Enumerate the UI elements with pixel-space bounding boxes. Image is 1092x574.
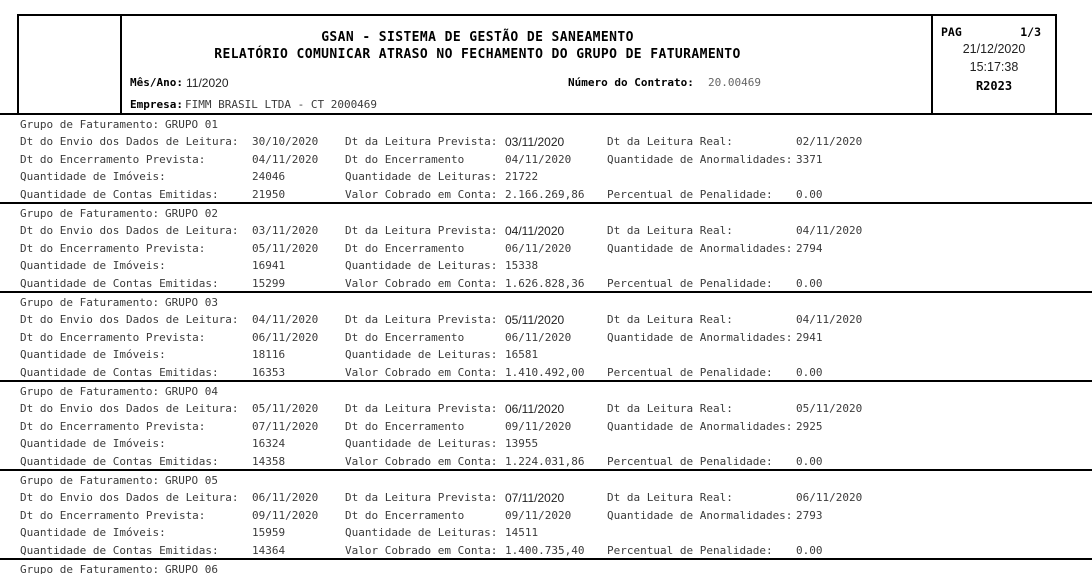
real-reading-date-value: 04/11/2020 — [796, 224, 863, 237]
send-date-label: Dt do Envio dos Dados de Leitura: — [20, 491, 239, 504]
abnormalities-value: 2793 — [796, 509, 823, 522]
real-reading-date-label: Dt da Leitura Real: — [607, 491, 733, 504]
group-row-dates-1 — [0, 313, 1092, 326]
expected-closing-date-value: 05/11/2020 — [252, 242, 319, 255]
closing-date-label: Dt do Encerramento — [345, 331, 465, 344]
expected-reading-date-label: Dt da Leitura Prevista: — [345, 224, 498, 237]
billed-amount-value: 1.410.492,00 — [505, 366, 585, 379]
abnormalities-label: Quantidade de Anormalidades: — [607, 420, 793, 433]
send-date-value: 05/11/2020 — [252, 402, 319, 415]
page-number: 1/3 — [1020, 25, 1041, 39]
send-date-value: 04/11/2020 — [252, 313, 319, 326]
send-date-label: Dt do Envio dos Dados de Leitura: — [20, 402, 239, 415]
readings-value: 16581 — [505, 348, 539, 361]
closing-date-label: Dt do Encerramento — [345, 153, 465, 166]
group-name: GRUPO 05 — [165, 474, 218, 487]
real-reading-date-label: Dt da Leitura Real: — [607, 402, 733, 415]
real-reading-date-label: Dt da Leitura Real: — [607, 135, 733, 148]
group-name: GRUPO 06 — [165, 563, 218, 574]
group-header-line — [0, 207, 1092, 220]
billing-groups-list — [0, 115, 1092, 574]
group-name: GRUPO 03 — [165, 296, 218, 309]
expected-closing-date-label: Dt do Encerramento Prevista: — [20, 420, 206, 433]
properties-value: 16324 — [252, 437, 286, 450]
expected-closing-date-value: 07/11/2020 — [252, 420, 319, 433]
closing-date-value: 09/11/2020 — [505, 509, 572, 522]
group-label: Grupo de Faturamento: — [20, 474, 160, 487]
billing-group — [0, 471, 1092, 560]
group-row-billing — [0, 188, 1092, 201]
group-name: GRUPO 02 — [165, 207, 218, 220]
expected-reading-date-value: 07/11/2020 — [505, 491, 565, 505]
report-subtitle: RELATÓRIO COMUNICAR ATRASO NO FECHAMENTO DO GRUPO DE FATURAMENTO — [214, 47, 741, 62]
closing-date-label: Dt do Encerramento — [345, 242, 465, 255]
penalty-percent-label: Percentual de Penalidade: — [607, 277, 773, 290]
real-reading-date-label: Dt da Leitura Real: — [607, 224, 733, 237]
closing-date-value: 06/11/2020 — [505, 242, 572, 255]
penalty-percent-value: 0.00 — [796, 544, 823, 557]
group-row-billing — [0, 455, 1092, 468]
group-row-dates-2 — [0, 420, 1092, 433]
billed-amount-value: 1.626.828,36 — [505, 277, 585, 290]
abnormalities-label: Quantidade de Anormalidades: — [607, 242, 793, 255]
bills-issued-value: 14364 — [252, 544, 286, 557]
abnormalities-value: 3371 — [796, 153, 823, 166]
abnormalities-value: 2941 — [796, 331, 823, 344]
bills-issued-value: 21950 — [252, 188, 286, 201]
group-row-quantities — [0, 259, 1092, 272]
bills-issued-value: 16353 — [252, 366, 286, 379]
send-date-label: Dt do Envio dos Dados de Leitura: — [20, 224, 239, 237]
expected-closing-date-label: Dt do Encerramento Prevista: — [20, 509, 206, 522]
real-reading-date-value: 06/11/2020 — [796, 491, 863, 504]
closing-date-value: 06/11/2020 — [505, 331, 572, 344]
billing-group — [0, 560, 1092, 574]
readings-label: Quantidade de Leituras: — [345, 526, 498, 539]
company-label: Empresa: — [130, 98, 183, 111]
penalty-percent-value: 0.00 — [796, 188, 823, 201]
group-header-line — [0, 474, 1092, 487]
expected-reading-date-label: Dt da Leitura Prevista: — [345, 491, 498, 504]
header-meta-row-2 — [124, 98, 831, 112]
expected-closing-date-value: 04/11/2020 — [252, 153, 319, 166]
bills-issued-label: Quantidade de Contas Emitidas: — [20, 277, 219, 290]
month-year-value: 11/2020 — [186, 76, 229, 90]
group-label: Grupo de Faturamento: — [20, 118, 160, 131]
report-header — [17, 14, 1057, 114]
billing-group — [0, 204, 1092, 293]
penalty-percent-label: Percentual de Penalidade: — [607, 188, 773, 201]
expected-reading-date-label: Dt da Leitura Prevista: — [345, 313, 498, 326]
report-time: 15:17:38 — [969, 60, 1019, 74]
group-row-dates-1 — [0, 491, 1092, 504]
group-row-quantities — [0, 437, 1092, 450]
group-header-line — [0, 385, 1092, 398]
page-label: PAG — [941, 25, 962, 39]
contract-number-label: Número do Contrato: — [568, 76, 694, 89]
billed-amount-value: 1.224.031,86 — [505, 455, 585, 468]
closing-date-value: 09/11/2020 — [505, 420, 572, 433]
bills-issued-label: Quantidade de Contas Emitidas: — [20, 455, 219, 468]
billed-amount-label: Valor Cobrado em Conta: — [345, 544, 498, 557]
month-year-label: Mês/Ano: — [130, 76, 183, 89]
billed-amount-value: 2.166.269,86 — [505, 188, 585, 201]
billing-group — [0, 293, 1092, 382]
abnormalities-value: 2794 — [796, 242, 823, 255]
bills-issued-label: Quantidade de Contas Emitidas: — [20, 188, 219, 201]
properties-label: Quantidade de Imóveis: — [20, 348, 166, 361]
bills-issued-label: Quantidade de Contas Emitidas: — [20, 366, 219, 379]
abnormalities-label: Quantidade de Anormalidades: — [607, 509, 793, 522]
expected-closing-date-value: 09/11/2020 — [252, 509, 319, 522]
properties-label: Quantidade de Imóveis: — [20, 170, 166, 183]
expected-closing-date-label: Dt do Encerramento Prevista: — [20, 153, 206, 166]
report-title-area — [124, 16, 831, 114]
penalty-percent-value: 0.00 — [796, 455, 823, 468]
contract-number-value: 20.00469 — [708, 76, 761, 89]
group-label: Grupo de Faturamento: — [20, 385, 160, 398]
real-reading-date-value: 05/11/2020 — [796, 402, 863, 415]
billed-amount-label: Valor Cobrado em Conta: — [345, 455, 498, 468]
properties-label: Quantidade de Imóveis: — [20, 526, 166, 539]
readings-value: 14511 — [505, 526, 539, 539]
closing-date-label: Dt do Encerramento — [345, 420, 465, 433]
readings-label: Quantidade de Leituras: — [345, 437, 498, 450]
header-meta-row-1 — [124, 76, 831, 90]
group-row-quantities — [0, 526, 1092, 539]
billed-amount-label: Valor Cobrado em Conta: — [345, 188, 498, 201]
billed-amount-label: Valor Cobrado em Conta: — [345, 366, 498, 379]
closing-date-value: 04/11/2020 — [505, 153, 572, 166]
send-date-label: Dt do Envio dos Dados de Leitura: — [20, 313, 239, 326]
group-row-quantities — [0, 170, 1092, 183]
group-name: GRUPO 01 — [165, 118, 218, 131]
billed-amount-label: Valor Cobrado em Conta: — [345, 277, 498, 290]
group-header-line — [0, 118, 1092, 131]
group-row-quantities — [0, 348, 1092, 361]
expected-reading-date-value: 04/11/2020 — [505, 224, 565, 238]
report-code: R2023 — [975, 79, 1013, 93]
penalty-percent-label: Percentual de Penalidade: — [607, 544, 773, 557]
abnormalities-value: 2925 — [796, 420, 823, 433]
penalty-percent-value: 0.00 — [796, 277, 823, 290]
readings-label: Quantidade de Leituras: — [345, 170, 498, 183]
group-row-dates-2 — [0, 242, 1092, 255]
send-date-value: 03/11/2020 — [252, 224, 319, 237]
abnormalities-label: Quantidade de Anormalidades: — [607, 153, 793, 166]
expected-closing-date-value: 06/11/2020 — [252, 331, 319, 344]
bills-issued-value: 15299 — [252, 277, 286, 290]
penalty-percent-label: Percentual de Penalidade: — [607, 366, 773, 379]
group-header-line — [0, 296, 1092, 309]
group-row-dates-2 — [0, 153, 1092, 166]
expected-reading-date-value: 06/11/2020 — [505, 402, 565, 416]
readings-label: Quantidade de Leituras: — [345, 259, 498, 272]
properties-value: 18116 — [252, 348, 286, 361]
group-label: Grupo de Faturamento: — [20, 207, 160, 220]
properties-value: 24046 — [252, 170, 286, 183]
closing-date-label: Dt do Encerramento — [345, 509, 465, 522]
expected-reading-date-label: Dt da Leitura Prevista: — [345, 402, 498, 415]
bills-issued-label: Quantidade de Contas Emitidas: — [20, 544, 219, 557]
real-reading-date-value: 02/11/2020 — [796, 135, 863, 148]
group-row-dates-1 — [0, 402, 1092, 415]
penalty-percent-value: 0.00 — [796, 366, 823, 379]
group-row-dates-2 — [0, 509, 1092, 522]
billed-amount-value: 1.400.735,40 — [505, 544, 585, 557]
report-date: 21/12/2020 — [962, 42, 1026, 56]
company-value: FIMM BRASIL LTDA - CT 2000469 — [185, 98, 378, 111]
billing-group — [0, 115, 1092, 204]
report-title: GSAN - SISTEMA DE GESTÃO DE SANEAMENTO — [321, 30, 634, 45]
send-date-label: Dt do Envio dos Dados de Leitura: — [20, 135, 239, 148]
logo-area — [19, 16, 122, 114]
bills-issued-value: 14358 — [252, 455, 286, 468]
group-name: GRUPO 04 — [165, 385, 218, 398]
group-row-dates-1 — [0, 224, 1092, 237]
group-label: Grupo de Faturamento: — [20, 296, 160, 309]
group-row-billing — [0, 366, 1092, 379]
expected-reading-date-label: Dt da Leitura Prevista: — [345, 135, 498, 148]
expected-reading-date-value: 03/11/2020 — [505, 135, 565, 149]
readings-value: 21722 — [505, 170, 539, 183]
group-row-dates-1 — [0, 135, 1092, 148]
expected-closing-date-label: Dt do Encerramento Prevista: — [20, 242, 206, 255]
group-header-line — [0, 563, 1092, 574]
properties-value: 15959 — [252, 526, 286, 539]
group-label: Grupo de Faturamento: — [20, 563, 160, 574]
penalty-percent-label: Percentual de Penalidade: — [607, 455, 773, 468]
page-info-box — [931, 16, 1055, 114]
properties-value: 16941 — [252, 259, 286, 272]
group-row-billing — [0, 277, 1092, 290]
abnormalities-label: Quantidade de Anormalidades: — [607, 331, 793, 344]
readings-label: Quantidade de Leituras: — [345, 348, 498, 361]
expected-closing-date-label: Dt do Encerramento Prevista: — [20, 331, 206, 344]
group-row-billing — [0, 544, 1092, 557]
send-date-value: 30/10/2020 — [252, 135, 319, 148]
readings-value: 13955 — [505, 437, 539, 450]
real-reading-date-value: 04/11/2020 — [796, 313, 863, 326]
billing-group — [0, 382, 1092, 471]
group-row-dates-2 — [0, 331, 1092, 344]
send-date-value: 06/11/2020 — [252, 491, 319, 504]
readings-value: 15338 — [505, 259, 539, 272]
expected-reading-date-value: 05/11/2020 — [505, 313, 565, 327]
properties-label: Quantidade de Imóveis: — [20, 259, 166, 272]
real-reading-date-label: Dt da Leitura Real: — [607, 313, 733, 326]
properties-label: Quantidade de Imóveis: — [20, 437, 166, 450]
